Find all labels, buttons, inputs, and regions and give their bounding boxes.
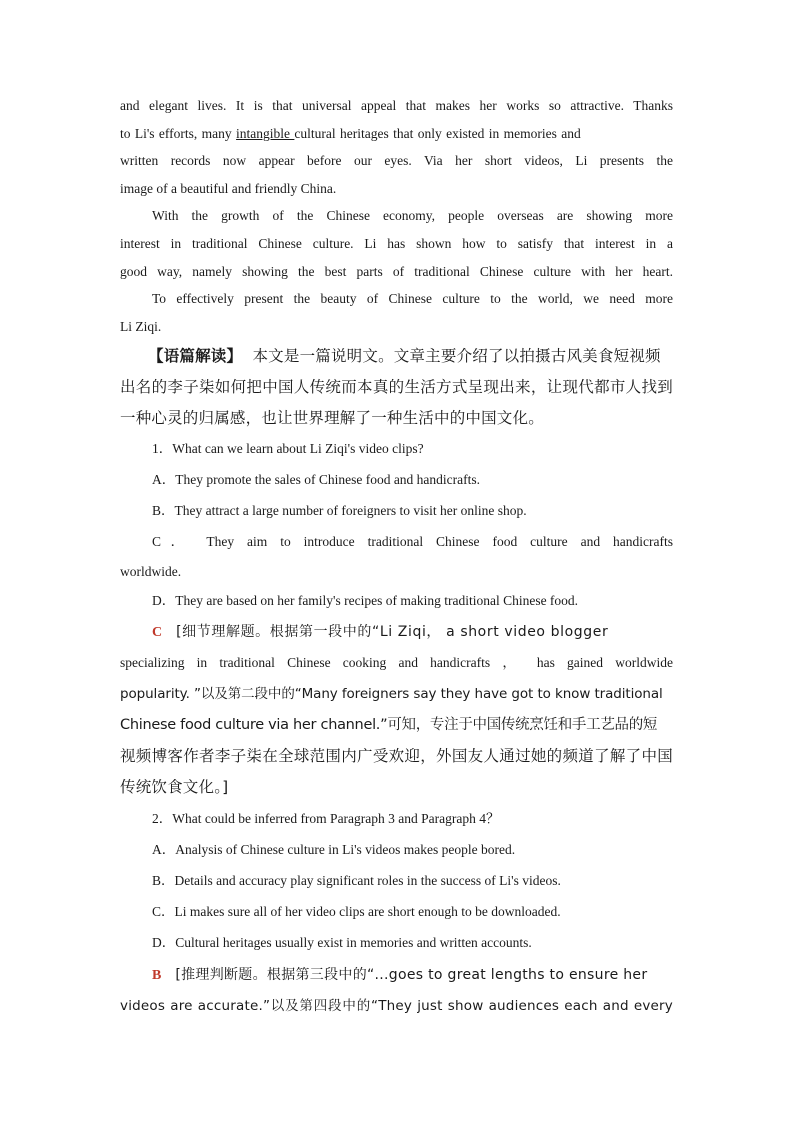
- explanation-line: [152, 623, 673, 642]
- passage-line: interest in traditional Chinese culture. Li has shown how to satisfy that interest in a: [120, 236, 673, 251]
- passage-text: cultural heritages that only existed in memories and: [294, 126, 581, 141]
- analysis-text: 本文是一篇说明文。文章主要介绍了以拍摄古风美食短视频: [252, 347, 661, 365]
- explanation-line: popularity. ”以及第二段中的“Many foreigners say they have got to know traditional: [120, 686, 663, 702]
- option-c: C． They aim to introduce traditional Chinese food culture and handicrafts: [152, 534, 673, 549]
- passage-line: Li Ziqi.: [120, 319, 162, 334]
- analysis-line: 出名的李子柒如何把中国人传统而本真的生活方式呈现出来，让现代都市人找到: [120, 378, 673, 396]
- option-c: C．Li makes sure all of her video clips are short enough to be downloaded.: [152, 904, 561, 919]
- passage-line: written records now appear before our eyes. Via her short videos, Li presents the: [120, 153, 673, 168]
- explanation-line: [152, 966, 673, 985]
- option-a: A．They promote the sales of Chinese food and handicrafts.: [152, 472, 481, 487]
- passage-line: [120, 125, 673, 143]
- passage-line: and elegant lives. It is that universal appeal that makes her works so attractive. Thanks: [120, 98, 673, 113]
- explanation-line: 传统饮食文化。]: [120, 778, 229, 796]
- passage-line: image of a beautiful and friendly China.: [120, 181, 337, 196]
- passage-line: good way, namely showing the best parts of traditional Chinese culture with her heart.: [120, 264, 673, 279]
- option-d: D．They are based on her family's recipes of making traditional Chinese food.: [152, 593, 579, 608]
- underlined-word: intangible: [236, 126, 295, 141]
- option-d: D．Cultural heritages usually exist in memories and written accounts.: [152, 935, 532, 950]
- analysis-line: [148, 346, 673, 366]
- option-a: A．Analysis of Chinese culture in Li's videos makes people bored.: [152, 842, 516, 857]
- answer-letter: C: [152, 625, 163, 640]
- option-c-continued: worldwide.: [120, 564, 182, 579]
- option-b: B．They attract a large number of foreigners to visit her online shop.: [152, 503, 527, 518]
- passage-text: to Li's efforts, many: [120, 126, 237, 141]
- explanation-line: specializing in traditional Chinese cooking and handicrafts ， has gained worldwide: [120, 655, 673, 670]
- answer-letter: B: [152, 968, 162, 983]
- explanation-line: Chinese food culture via her channel.”可知，专注于中国传统烹饪和手工艺品的短: [120, 717, 658, 733]
- analysis-line: 一种心灵的归属感，也让世界理解了一种生活中的中国文化。: [120, 409, 544, 427]
- analysis-label: 【语篇解读】: [148, 347, 243, 365]
- passage-line: With the growth of the Chinese economy, people overseas are showing more: [152, 208, 673, 223]
- explanation-text: [推理判断题。根据第三段中的“...goes to great lengths to ensure her: [175, 967, 648, 983]
- option-b: B．Details and accuracy play significant roles in the success of Li's videos.: [152, 873, 561, 888]
- explanation-line: 视频博客作者李子柒在全球范围内广受欢迎，外国友人通过她的频道了解了中国: [120, 747, 673, 765]
- question-stem: 2．What could be inferred from Paragraph 3 and Paragraph 4？: [152, 811, 500, 826]
- passage-line: To effectively present the beauty of Chinese culture to the world, we need more: [152, 291, 673, 306]
- explanation-line: videos are accurate.”以及第四段中的“They just show audiences each and every: [120, 998, 673, 1014]
- question-stem: 1．What can we learn about Li Ziqi's video clips?: [152, 441, 424, 456]
- explanation-text: [细节理解题。根据第一段中的“Li Ziqi， a short video blogger: [176, 624, 609, 640]
